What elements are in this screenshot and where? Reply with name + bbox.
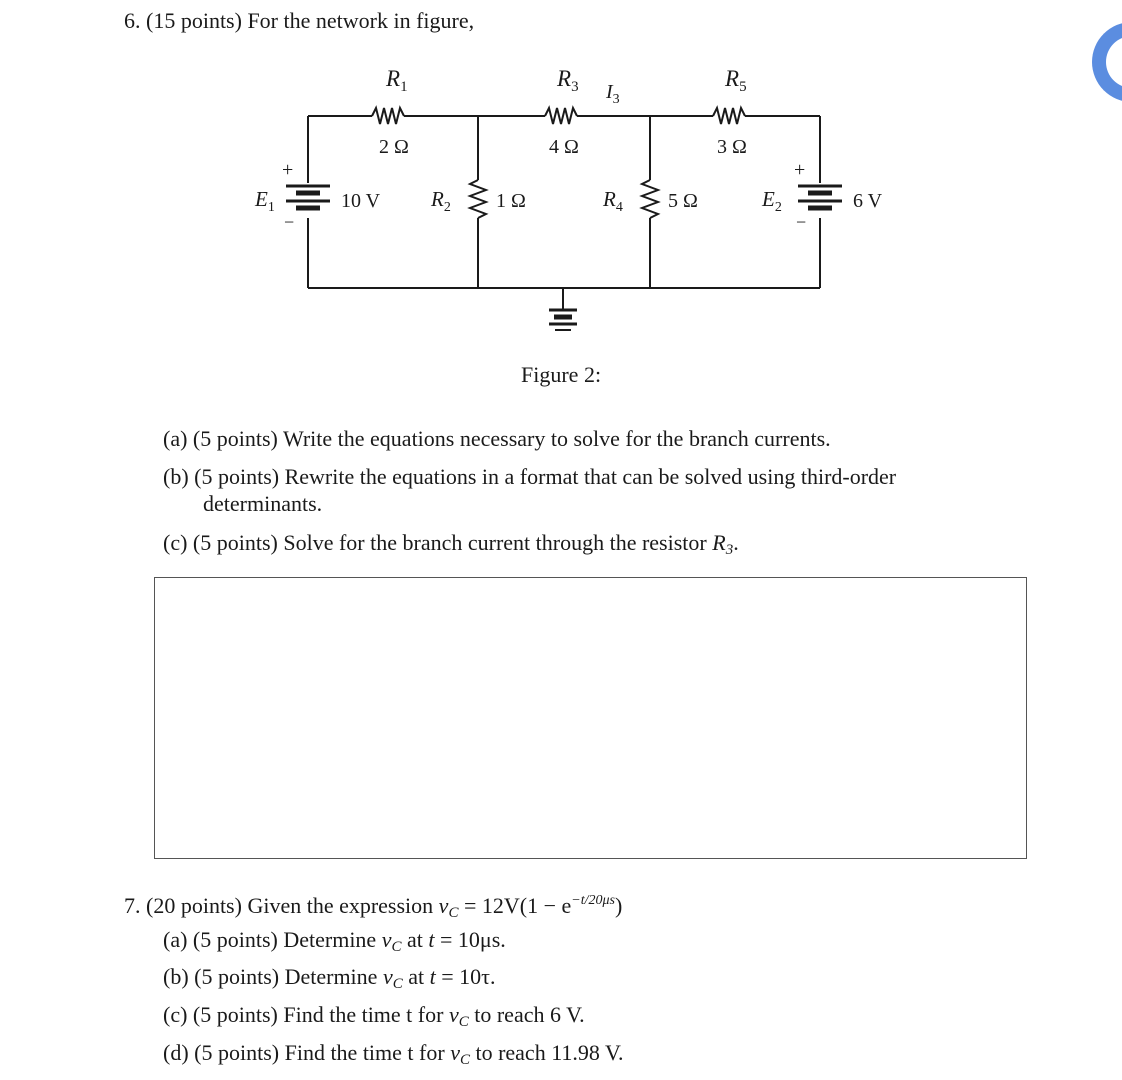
e2-value: 6 V [853,190,883,212]
question-6a: (a) (5 points) Write the equations necessary to solve for the branch currents. [163,426,831,451]
question-7b: (b) (5 points) Determine $v_C$ at t = 10τ. [163,964,496,992]
circuit-diagram [0,0,1122,340]
e2-minus: − [796,212,807,232]
question-7d: (d) (5 points) Find the time t for $v_C$ to reach 11.98 V. [163,1040,624,1068]
r1-label: $R_1$ [386,66,408,95]
r3-value: 4 Ω [549,136,579,158]
question-6-title: 6. (15 points) For the network in figure, [124,8,475,33]
e1-label: $E_1$ [255,187,275,215]
question-7-title: 7. (20 points) Given the expression $v_C = 12V(1 - e^{-t/20\mu s})$ [124,893,623,921]
e1-plus: + [282,159,294,181]
answer-box[interactable] [154,577,1027,859]
question-6b-continued: determinants. [203,491,323,516]
r2-value: 1 Ω [496,190,526,212]
i3-label: $I_3$ [606,81,620,107]
r4-label: $R_4$ [603,187,623,215]
r2-label: $R_2$ [431,187,451,215]
question-7a: (a) (5 points) Determine $v_C$ at t = 10μs. [163,927,506,955]
e1-value: 10 V [341,190,381,212]
question-6b: (b) (5 points) Rewrite the equations in a format that can be solved using third-order [163,464,897,489]
question-6c: (c) (5 points) Solve for the branch current through the resistor $R_3$. [163,530,739,558]
r4-value: 5 Ω [668,190,698,212]
e2-plus: + [794,159,806,181]
r3-label: $R_3$ [557,66,579,95]
e2-label: $E_2$ [762,187,782,215]
question-7c: (c) (5 points) Find the time t for $v_C$ to reach 6 V. [163,1002,585,1030]
r5-value: 3 Ω [717,136,747,158]
r5-label: $R_5$ [725,66,747,95]
e1-minus: − [284,212,295,232]
figure-caption: Figure 2: [521,362,602,387]
r1-value: 2 Ω [379,136,409,158]
